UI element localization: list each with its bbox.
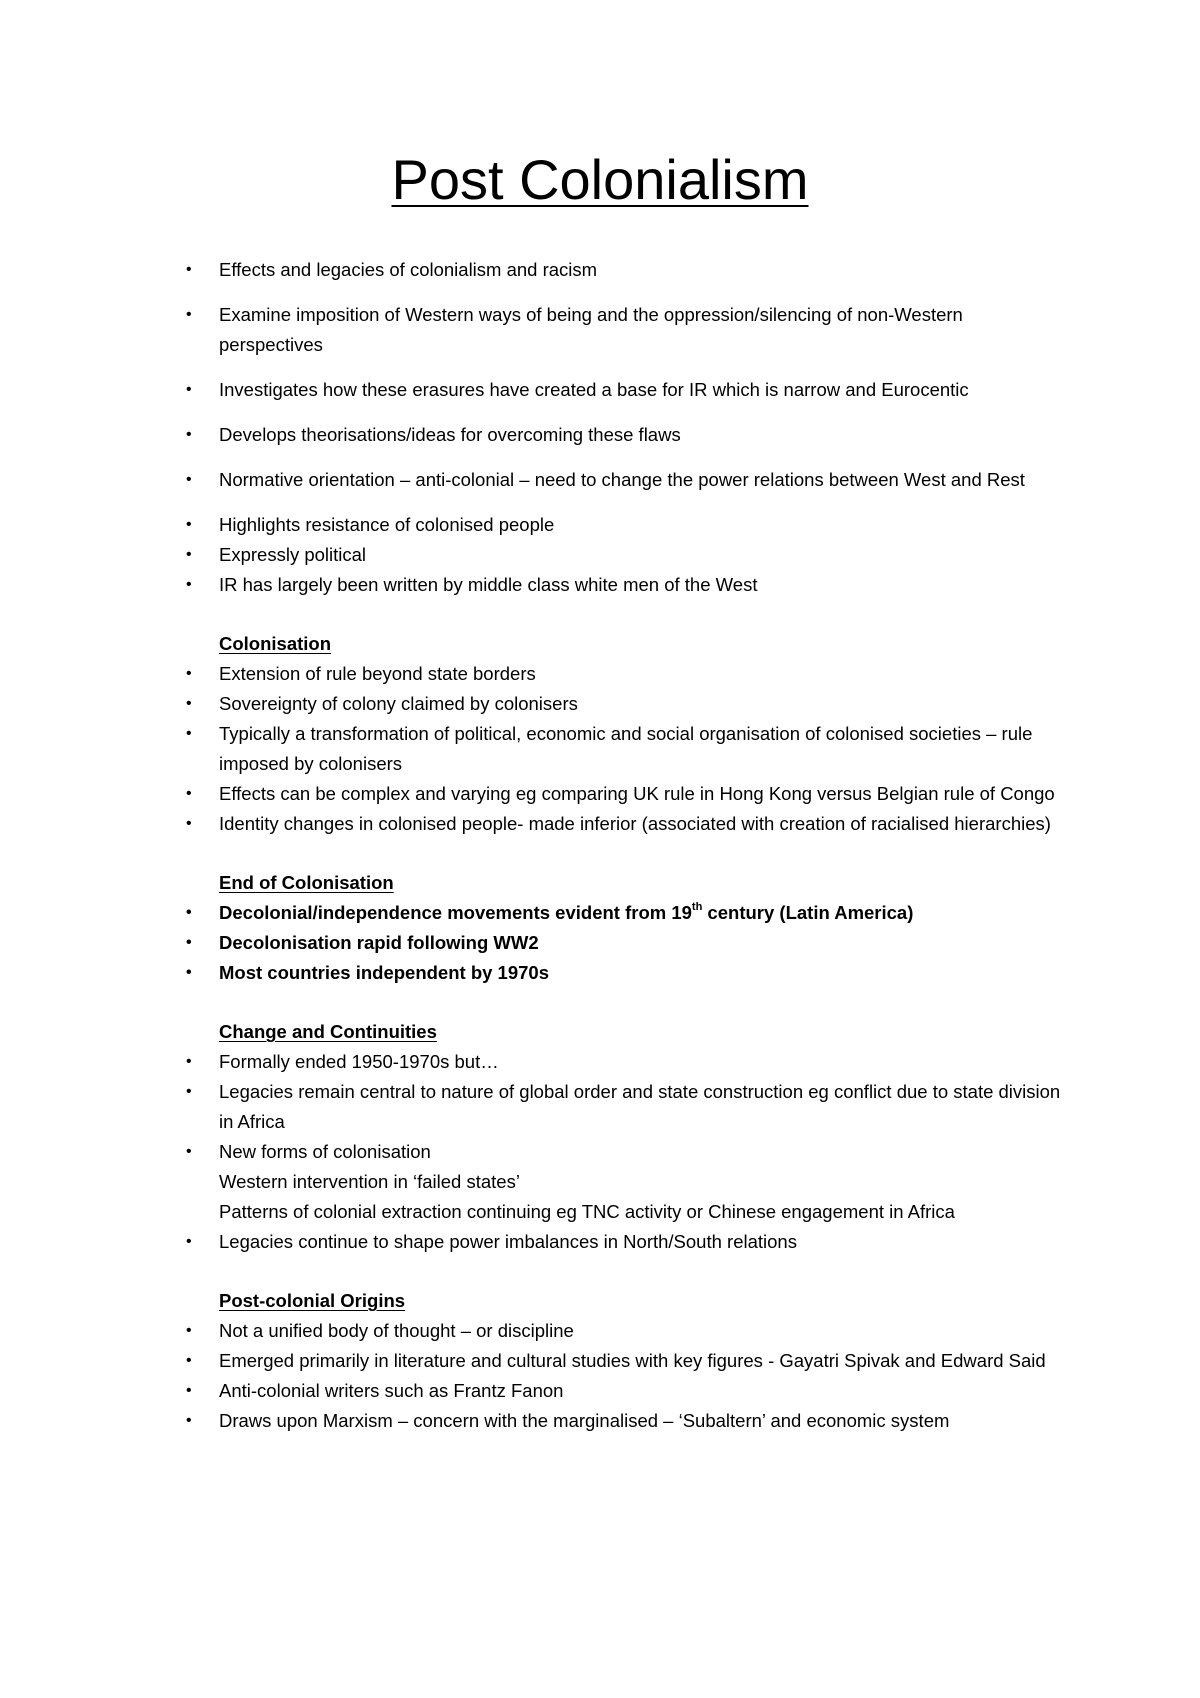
post-colonial-origins-list (186, 1316, 1066, 1436)
list-item: • Typically a transformation of political, economic and social organisation of colonised societies – rule imposed by colonisers (186, 719, 1066, 779)
end-of-colonisation-list (186, 898, 1066, 988)
list-item-text: • New forms of colonisation (219, 1141, 431, 1162)
list-item: • Decolonisation rapid following WW2 (186, 928, 1066, 958)
list-subline: Western intervention in ‘failed states’ (219, 1171, 520, 1192)
list-item: • Examine imposition of Western ways of being and the oppression/silencing of non-Western perspectives (186, 300, 1066, 360)
list-item: • Anti-colonial writers such as Frantz Fanon (186, 1376, 1066, 1406)
list-item: • Normative orientation – anti-colonial – need to change the power relations between West and Rest (186, 465, 1066, 495)
page-title: Post Colonialism (391, 148, 809, 211)
section-heading-change-and-continuities: Change and Continuities (219, 1021, 437, 1042)
list-item: • IR has largely been written by middle class white men of the West (186, 570, 1066, 600)
section-heading-post-colonial-origins: Post-colonial Origins (219, 1290, 406, 1311)
colonisation-list (186, 659, 1066, 839)
list-item: • Not a unified body of thought – or discipline (186, 1316, 1066, 1346)
list-item: • Most countries independent by 1970s (186, 958, 1066, 988)
list-item: • Investigates how these erasures have created a base for IR which is narrow and Eurocentic (186, 375, 1066, 405)
document-body (186, 255, 1066, 1436)
list-item: • Identity changes in colonised people- made inferior (associated with creation of racialised hierarchies) (186, 809, 1066, 839)
list-item-text: century (Latin America) (702, 902, 914, 923)
superscript: th (691, 900, 703, 913)
list-item (186, 1137, 1066, 1227)
list-item: • Legacies continue to shape power imbalances in North/South relations (186, 1227, 1066, 1257)
list-subline: Patterns of colonial extraction continuing eg TNC activity or Chinese engagement in Africa (219, 1201, 955, 1222)
section-heading-colonisation: Colonisation (219, 633, 332, 654)
intro-list (186, 255, 1066, 600)
list-item: • Extension of rule beyond state borders (186, 659, 1066, 689)
section-heading-end-of-colonisation: End of Colonisation (219, 872, 394, 893)
list-item (186, 898, 1066, 928)
list-item: • Effects and legacies of colonialism and racism (186, 255, 1066, 285)
change-and-continuities-list (186, 1047, 1066, 1257)
list-item: • Effects can be complex and varying eg comparing UK rule in Hong Kong versus Belgian rule of Congo (186, 779, 1066, 809)
list-item: • Draws upon Marxism – concern with the marginalised – ‘Subaltern’ and economic system (186, 1406, 1066, 1436)
list-item: • Expressly political (186, 540, 1066, 570)
list-item: • Legacies remain central to nature of global order and state construction eg conflict due to state division in Africa (186, 1077, 1066, 1137)
list-item: • Highlights resistance of colonised people (186, 510, 1066, 540)
list-item: • Formally ended 1950-1970s but… (186, 1047, 1066, 1077)
list-item: • Develops theorisations/ideas for overcoming these flaws (186, 420, 1066, 450)
list-item: • Sovereignty of colony claimed by colonisers (186, 689, 1066, 719)
list-item: • Emerged primarily in literature and cultural studies with key figures - Gayatri Spivak and Edward Said (186, 1346, 1066, 1376)
list-item-text: Decolonial/independence movements evident from 19 (219, 902, 692, 923)
